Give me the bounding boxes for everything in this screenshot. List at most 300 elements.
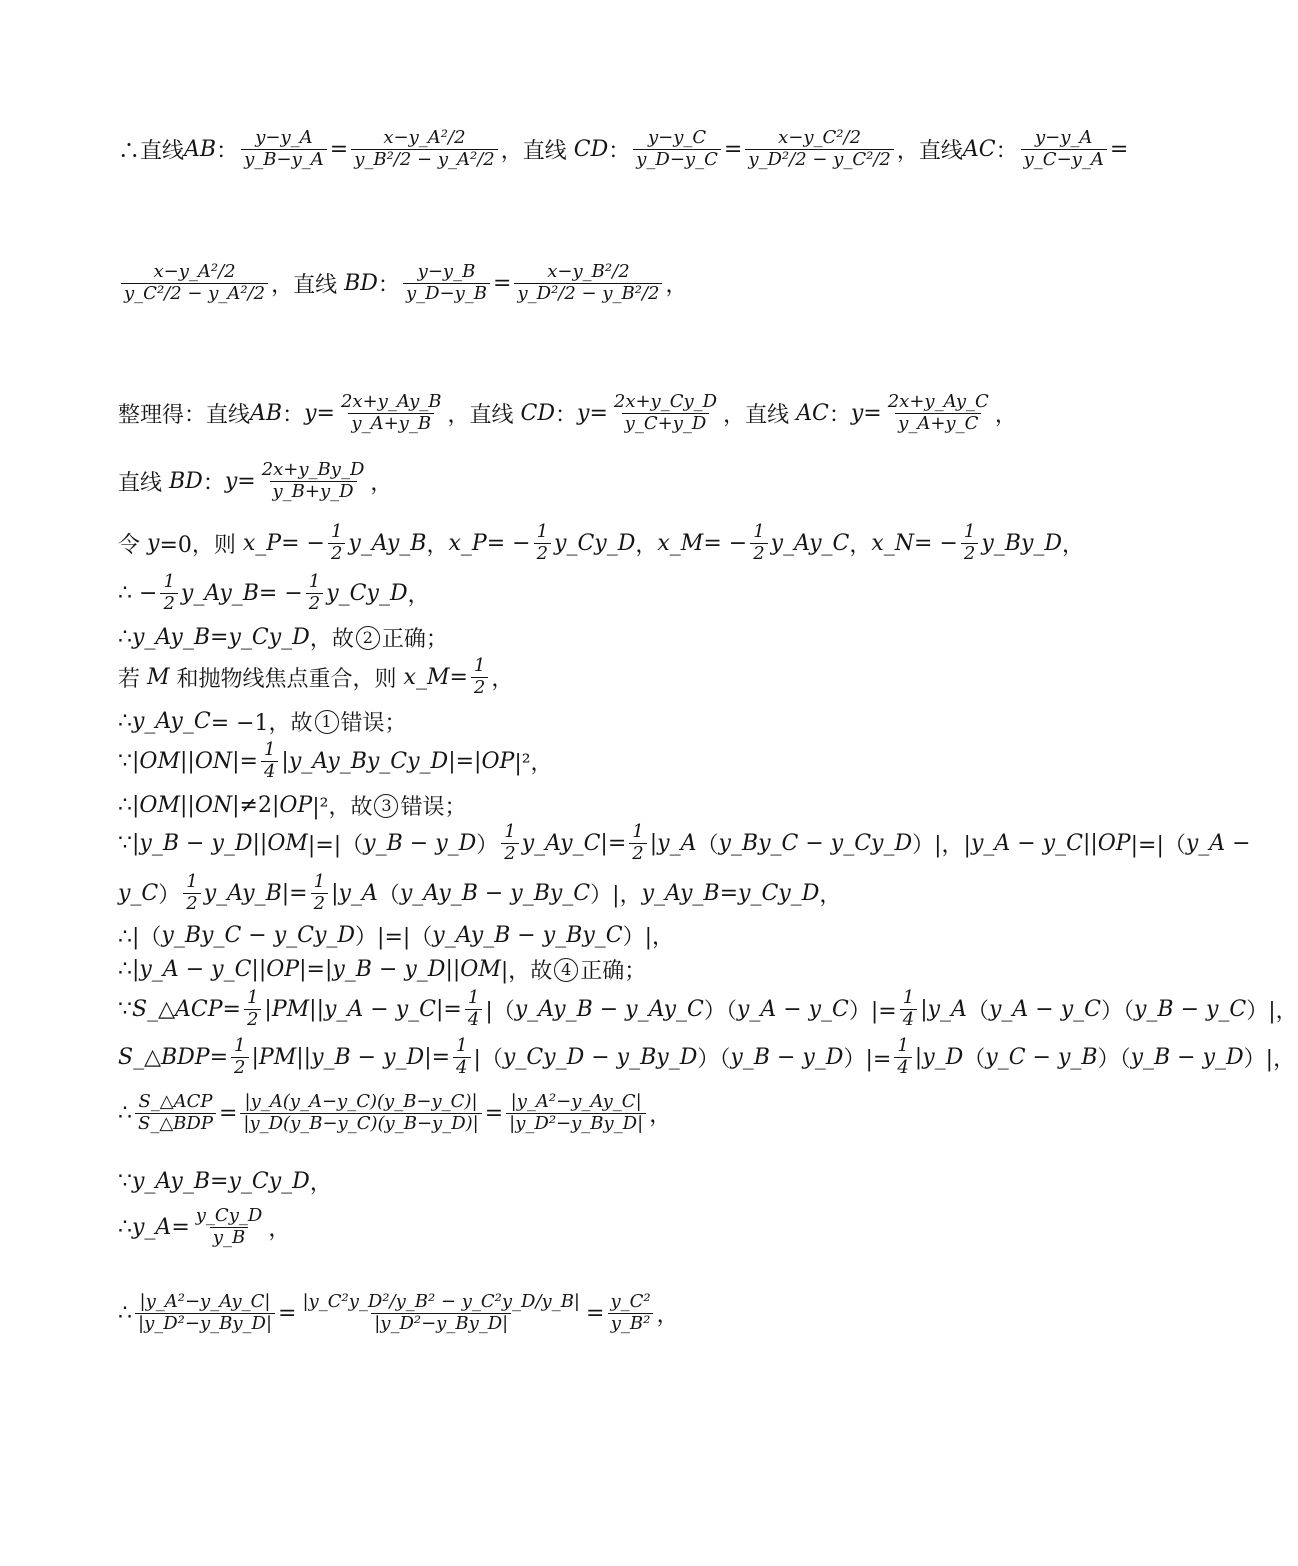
- fraction: [160, 572, 177, 614]
- math-text: AB: [250, 400, 283, 426]
- math-line-l3: [118, 391, 1017, 434]
- math-text: ）（: [697, 1046, 731, 1072]
- math-text: |²，: [514, 750, 553, 776]
- fraction-denominator: |y_D(y_B−y_C)(y_B−y_D)|: [240, 1113, 481, 1135]
- math-text: =: [329, 136, 349, 162]
- math-text: ||: [1082, 830, 1098, 856]
- math-text: ）|，: [622, 925, 675, 950]
- math-text: ）|=: [848, 998, 897, 1024]
- math-text: |=|（: [307, 832, 364, 858]
- math-text: 错误；: [400, 795, 467, 820]
- fraction: [514, 262, 662, 304]
- math-text: OP: [1097, 830, 1131, 856]
- math-text: ON: [194, 793, 233, 818]
- math-text: y_A − y_C: [139, 957, 252, 982]
- math-text: =: [278, 1300, 297, 1326]
- fraction-numerator: 1: [897, 1035, 909, 1056]
- math-text: =: [237, 468, 256, 494]
- math-text: ，: [665, 272, 688, 298]
- math-text: y_B − y_C: [1133, 996, 1247, 1022]
- fraction: [183, 872, 200, 914]
- math-text: ）|，|: [912, 832, 971, 858]
- math-text: 和抛物线焦点重合，则: [169, 666, 404, 692]
- fraction: [745, 128, 894, 170]
- fraction: [471, 656, 488, 698]
- math-text: y_A − y_C: [736, 996, 849, 1022]
- fraction-numerator: 1: [330, 521, 343, 542]
- fraction-numerator: y_Cy_D: [195, 1205, 263, 1226]
- fraction-numerator: 1: [163, 571, 175, 592]
- math-text: ∴|: [118, 793, 140, 818]
- math-text: y_Ay_B: [132, 1169, 211, 1194]
- math-text: y_A: [132, 1214, 172, 1240]
- fraction-numerator: y−y_A: [1035, 127, 1093, 148]
- fraction-denominator: y_D²/2 − y_C²/2: [745, 149, 894, 171]
- fraction-numerator: x−y_A²/2: [153, 261, 236, 282]
- math-text: （: [963, 1046, 986, 1072]
- math-line-l14: [118, 920, 1008, 951]
- fraction-numerator: 2x+y_Ay_B: [340, 391, 442, 412]
- fraction-denominator: 2: [160, 593, 177, 615]
- math-text: y_Ay_B: [641, 880, 720, 906]
- math-text: ∵: [118, 1169, 132, 1194]
- fraction: [403, 262, 490, 304]
- math-text: y_A: [657, 830, 697, 856]
- math-text: CD: [573, 136, 609, 162]
- math-text: y_B − y_D: [311, 1044, 425, 1070]
- math-text: =: [723, 136, 743, 162]
- math-text: |: [920, 996, 928, 1022]
- math-text: |=: [600, 830, 627, 856]
- math-text: ：: [608, 138, 631, 164]
- math-text: ||: [179, 748, 195, 774]
- math-line-l8: [118, 656, 1008, 698]
- fraction: [338, 392, 445, 434]
- math-text: M: [147, 664, 170, 690]
- math-text: OP: [481, 748, 515, 774]
- math-text: x_N: [871, 530, 915, 556]
- math-text: 正确；: [580, 959, 647, 984]
- fraction-numerator: 1: [902, 987, 915, 1008]
- math-text: ，: [819, 882, 842, 908]
- fraction-numerator: 2x+y_Cy_D: [613, 391, 718, 412]
- math-text: y_B − y_D: [363, 830, 477, 856]
- math-text: =0，则: [159, 532, 243, 558]
- math-text: ，直线: [271, 272, 345, 298]
- math-text: ，: [1062, 532, 1085, 558]
- math-text: y_By_C − y_Cy_D: [161, 923, 356, 948]
- math-text: ∴: [118, 1300, 132, 1326]
- fraction-numerator: y_C²: [610, 1291, 651, 1312]
- math-text: |≠2|: [232, 793, 280, 818]
- math-text: ，: [649, 1102, 672, 1128]
- math-text: ）|=|（: [355, 925, 433, 950]
- math-line-l7: [118, 622, 1008, 653]
- math-text: y_Cy_D − y_By_D: [502, 1044, 698, 1070]
- math-text: S_△ACP: [132, 996, 223, 1022]
- fraction-denominator: 2: [750, 543, 767, 565]
- fraction: [244, 988, 261, 1030]
- math-line-l10: [118, 740, 1008, 782]
- fraction-denominator: y_B: [210, 1227, 248, 1249]
- math-line-l16: [118, 987, 1298, 1030]
- math-text: y_Ay_B: [132, 625, 211, 650]
- math-text: =: [316, 400, 335, 426]
- math-text: ：: [282, 402, 305, 428]
- fraction-numerator: 1: [753, 521, 765, 542]
- fraction-denominator: |y_D²−y_By_D|: [371, 1313, 511, 1335]
- math-text: 令: [118, 532, 147, 558]
- math-line-l20: [118, 1206, 1008, 1248]
- circled-number: 3: [374, 794, 398, 818]
- math-text: （: [966, 998, 989, 1024]
- math-text: y_Ay_By_Cy_D: [288, 748, 449, 774]
- fraction-denominator: S_△BDP: [135, 1113, 216, 1135]
- math-text: |=|: [448, 748, 482, 774]
- math-text: =: [218, 1100, 238, 1126]
- fraction-denominator: 2: [534, 543, 551, 565]
- math-line-l2: [118, 262, 1008, 304]
- fraction-numerator: |y_A²−y_Ay_C|: [139, 1291, 271, 1312]
- fraction: [633, 128, 721, 170]
- math-line-l21: [118, 1292, 1008, 1334]
- fraction-denominator: 4: [465, 1009, 482, 1031]
- math-line-l5: [118, 521, 1085, 564]
- math-text: = −: [486, 530, 531, 556]
- math-text: S_△BDP: [118, 1044, 210, 1070]
- math-text: ）（: [1097, 1046, 1131, 1072]
- math-text: y_Ay_B: [203, 880, 282, 906]
- math-text: ，: [426, 532, 449, 558]
- fraction-denominator: 2: [961, 543, 978, 565]
- math-line-l17: [118, 1035, 1296, 1078]
- math-text: |=: [436, 996, 462, 1022]
- fraction-numerator: 2x+y_By_D: [261, 459, 365, 480]
- fraction-denominator: 4: [894, 1057, 911, 1079]
- math-text: y_Cy_D: [554, 530, 636, 556]
- fraction: [501, 822, 518, 864]
- math-text: y_B − y_D: [332, 957, 446, 982]
- math-text: PM: [258, 1044, 297, 1070]
- fraction-numerator: 1: [234, 1035, 246, 1056]
- math-text: ，: [370, 470, 393, 496]
- fraction-denominator: y_C−y_A: [1021, 149, 1107, 171]
- math-text: ∴|: [118, 957, 140, 982]
- math-text: y_By_D: [981, 530, 1063, 556]
- math-text: |=: [281, 880, 308, 906]
- math-text: （: [696, 832, 719, 858]
- math-text: |: [914, 1044, 923, 1070]
- math-text: y_A: [927, 996, 967, 1022]
- math-text: y_By_C − y_Cy_D: [718, 830, 913, 856]
- fraction: [259, 460, 368, 502]
- fraction-denominator: y_B−y_A: [241, 149, 327, 171]
- fraction: [306, 572, 323, 614]
- math-text: =: [484, 1100, 504, 1126]
- math-text: y_Ay_B − y_By_C: [399, 880, 591, 906]
- fraction: [121, 262, 268, 304]
- math-text: 直线: [118, 470, 169, 496]
- fraction: [750, 522, 767, 564]
- math-text: y_Ay_C: [770, 530, 850, 556]
- fraction-denominator: 2: [328, 543, 345, 565]
- fraction: [607, 1292, 653, 1334]
- math-text: |=: [232, 748, 258, 774]
- math-text: ，: [849, 532, 872, 558]
- math-text: |: [331, 880, 339, 906]
- math-text: ：: [202, 470, 225, 496]
- math-text: OM: [267, 830, 308, 856]
- circled-number: 1: [315, 710, 339, 734]
- fraction-denominator: y_A+y_C: [895, 413, 981, 435]
- math-text: 错误；: [340, 711, 407, 736]
- fraction-denominator: y_A+y_B: [348, 413, 434, 435]
- math-text: =: [210, 1169, 229, 1194]
- math-line-l13: [118, 872, 1008, 914]
- fraction-denominator: |y_D²−y_By_D|: [506, 1113, 646, 1135]
- fraction: [328, 522, 345, 564]
- math-text: y: [304, 400, 317, 426]
- math-text: ||: [251, 957, 267, 982]
- math-text: = −1，故: [210, 711, 313, 736]
- math-text: ，: [268, 1216, 291, 1242]
- fraction-denominator: |y_D²−y_By_D|: [135, 1313, 275, 1335]
- math-text: =: [719, 880, 739, 906]
- math-text: ，直线: [447, 402, 521, 428]
- fraction-numerator: S_△ACP: [138, 1091, 213, 1112]
- math-text: ）|，: [1243, 1046, 1296, 1072]
- math-text: （: [377, 882, 400, 908]
- math-text: x_M: [403, 664, 450, 690]
- math-text: =: [589, 400, 608, 426]
- math-text: ||: [252, 830, 268, 856]
- math-text: y_Cy_D: [326, 580, 408, 606]
- math-text: y_C − y_B: [985, 1044, 1098, 1070]
- math-text: OP: [266, 957, 300, 982]
- math-text: ∴ −: [118, 580, 158, 606]
- math-text: ，直线: [500, 138, 574, 164]
- fraction-denominator: 2: [471, 677, 488, 699]
- math-text: y_C: [118, 880, 159, 906]
- fraction: [351, 128, 498, 170]
- fraction-denominator: 2: [306, 593, 323, 615]
- math-text: = −: [703, 530, 748, 556]
- math-text: OM: [139, 793, 180, 818]
- fraction-numerator: 1: [467, 987, 480, 1008]
- math-text: ，: [656, 1302, 679, 1328]
- fraction-numerator: 1: [186, 871, 198, 892]
- math-text: |²，故: [312, 795, 373, 820]
- fraction: [1021, 128, 1107, 170]
- fraction-numerator: 1: [246, 987, 259, 1008]
- math-text: ∴: [118, 625, 132, 650]
- math-text: ，: [309, 1171, 332, 1196]
- math-line-l15: [118, 954, 1008, 985]
- math-text: 正确；: [381, 627, 448, 652]
- fraction-numerator: 1: [473, 655, 486, 676]
- math-text: |=|: [299, 957, 333, 982]
- math-text: ∵: [118, 996, 132, 1022]
- math-text: |（: [485, 998, 515, 1024]
- math-text: ||: [179, 793, 195, 818]
- math-text: x_P: [242, 530, 282, 556]
- fraction-denominator: y_D−y_B: [403, 283, 490, 305]
- math-line-l11: [118, 790, 1008, 821]
- math-text: AC: [796, 400, 829, 426]
- math-text: CD: [520, 400, 555, 426]
- math-text: ∴|（: [118, 925, 162, 950]
- fraction: [506, 1092, 646, 1134]
- math-text: ）: [158, 882, 181, 908]
- fraction-denominator: y_C²/2 − y_A²/2: [121, 283, 268, 305]
- fraction: [894, 1036, 911, 1078]
- fraction-denominator: y_B²/2 − y_A²/2: [351, 149, 498, 171]
- math-text: = −: [914, 530, 958, 556]
- fraction-numerator: |y_A²−y_Ay_C|: [510, 1091, 642, 1112]
- math-text: ∴: [118, 1214, 132, 1240]
- math-line-l9: [118, 706, 1008, 737]
- fraction-denominator: 2: [183, 893, 200, 915]
- math-text: OP: [279, 793, 313, 818]
- math-text: ∵|: [118, 830, 140, 856]
- fraction-numerator: 1: [456, 1035, 468, 1056]
- math-text: y_Cy_D: [738, 880, 820, 906]
- math-text: |，故: [500, 959, 553, 984]
- math-text: y_A − y_C: [324, 996, 436, 1022]
- math-text: ）|，: [590, 882, 642, 908]
- math-text: =: [1109, 136, 1129, 162]
- math-text: |=|（: [1130, 832, 1186, 858]
- math-text: OM: [460, 957, 501, 982]
- math-line-l1: [118, 127, 1129, 170]
- math-text: y_B − y_D: [139, 830, 253, 856]
- math-text: OM: [139, 748, 180, 774]
- fraction: [193, 1206, 266, 1248]
- fraction-numerator: x−y_A²/2: [383, 127, 466, 148]
- math-text: ）: [476, 832, 499, 858]
- math-text: ||: [445, 957, 461, 982]
- math-text: |: [281, 748, 289, 774]
- math-text: = −: [281, 530, 325, 556]
- math-text: ，直线: [723, 402, 797, 428]
- fraction: [900, 988, 917, 1030]
- math-text: y_A: [338, 880, 378, 906]
- fraction: [311, 872, 328, 914]
- math-text: BD: [169, 468, 203, 494]
- math-text: ∴直线: [118, 138, 185, 164]
- math-text: ∴: [118, 1100, 132, 1126]
- math-text: BD: [344, 270, 378, 296]
- fraction: [231, 1036, 248, 1078]
- fraction-numerator: y−y_B: [417, 261, 476, 282]
- math-text: =: [449, 664, 468, 690]
- math-line-l18: [118, 1092, 1008, 1134]
- math-text: ||: [309, 996, 324, 1022]
- math-text: ∴: [118, 709, 132, 734]
- fraction-numerator: 1: [632, 821, 644, 842]
- math-text: ：: [554, 402, 577, 428]
- math-text: =: [171, 1214, 190, 1240]
- fraction-denominator: y_B²: [608, 1313, 654, 1335]
- math-text: y: [850, 400, 864, 426]
- fraction-numerator: |y_C²y_D²/y_B² − y_C²y_D/y_B|: [302, 1291, 580, 1312]
- fraction-numerator: 2x+y_Ay_C: [887, 391, 989, 412]
- math-text: |: [649, 830, 658, 856]
- math-text: ）（: [703, 998, 737, 1024]
- math-text: x_P: [448, 530, 487, 556]
- math-text: y_Ay_C: [521, 830, 601, 856]
- math-text: 整理得：直线: [118, 402, 251, 428]
- math-text: ，: [994, 402, 1017, 428]
- fraction-denominator: 2: [231, 1057, 248, 1079]
- math-text: ）|=: [843, 1046, 892, 1072]
- math-line-l12: [118, 821, 1251, 864]
- fraction-denominator: y_D²/2 − y_B²/2: [514, 283, 662, 305]
- fraction: [885, 392, 992, 434]
- math-text: |: [251, 1044, 259, 1070]
- math-text: ，故: [309, 627, 354, 652]
- math-text: x_M: [657, 530, 704, 556]
- fraction-numerator: 1: [263, 739, 276, 760]
- math-text: ：: [377, 272, 400, 298]
- fraction-denominator: 4: [453, 1057, 470, 1079]
- fraction-numerator: 1: [963, 521, 976, 542]
- fraction: [453, 1036, 470, 1078]
- math-text: ，: [491, 666, 514, 692]
- math-text: y_Ay_B: [348, 530, 427, 556]
- fraction-numerator: x−y_B²/2: [547, 261, 630, 282]
- fraction: [261, 740, 278, 782]
- math-text: ON: [194, 748, 233, 774]
- fraction: [611, 392, 720, 434]
- fraction-numerator: 1: [504, 821, 516, 842]
- fraction-denominator: 2: [501, 843, 518, 865]
- math-text: ，: [635, 532, 658, 558]
- math-text: = −: [258, 580, 303, 606]
- math-text: ，直线: [896, 138, 963, 164]
- math-text: y_Ay_B − y_By_C: [432, 923, 623, 948]
- math-text: y_Ay_B: [180, 580, 259, 606]
- fraction: [299, 1292, 583, 1334]
- math-text: |: [264, 996, 272, 1022]
- fraction: [961, 522, 978, 564]
- fraction: [240, 1092, 481, 1134]
- math-text: ）（: [1100, 998, 1134, 1024]
- math-text: y_B − y_D: [730, 1044, 844, 1070]
- fraction-denominator: y_D−y_C: [633, 149, 721, 171]
- math-text: y_Ay_B − y_Ay_C: [514, 996, 704, 1022]
- fraction: [135, 1292, 275, 1334]
- math-text: ）|，: [1246, 998, 1298, 1024]
- fraction: [534, 522, 551, 564]
- math-text: y_A − y_C: [970, 830, 1083, 856]
- fraction-denominator: 2: [311, 893, 328, 915]
- fraction: [629, 822, 646, 864]
- math-text: y: [147, 530, 160, 556]
- fraction: [465, 988, 482, 1030]
- math-text: y_Cy_D: [228, 625, 310, 650]
- math-text: 若: [118, 666, 147, 692]
- fraction-denominator: y_C+y_D: [622, 413, 710, 435]
- fraction-denominator: 2: [244, 1009, 261, 1031]
- math-text: ，: [407, 582, 430, 608]
- fraction: [135, 1092, 216, 1134]
- circled-number: 2: [356, 626, 380, 650]
- fraction-numerator: 1: [308, 571, 321, 592]
- math-text: y_B − y_D: [1130, 1044, 1244, 1070]
- fraction: [241, 128, 327, 170]
- math-text: y: [224, 468, 238, 494]
